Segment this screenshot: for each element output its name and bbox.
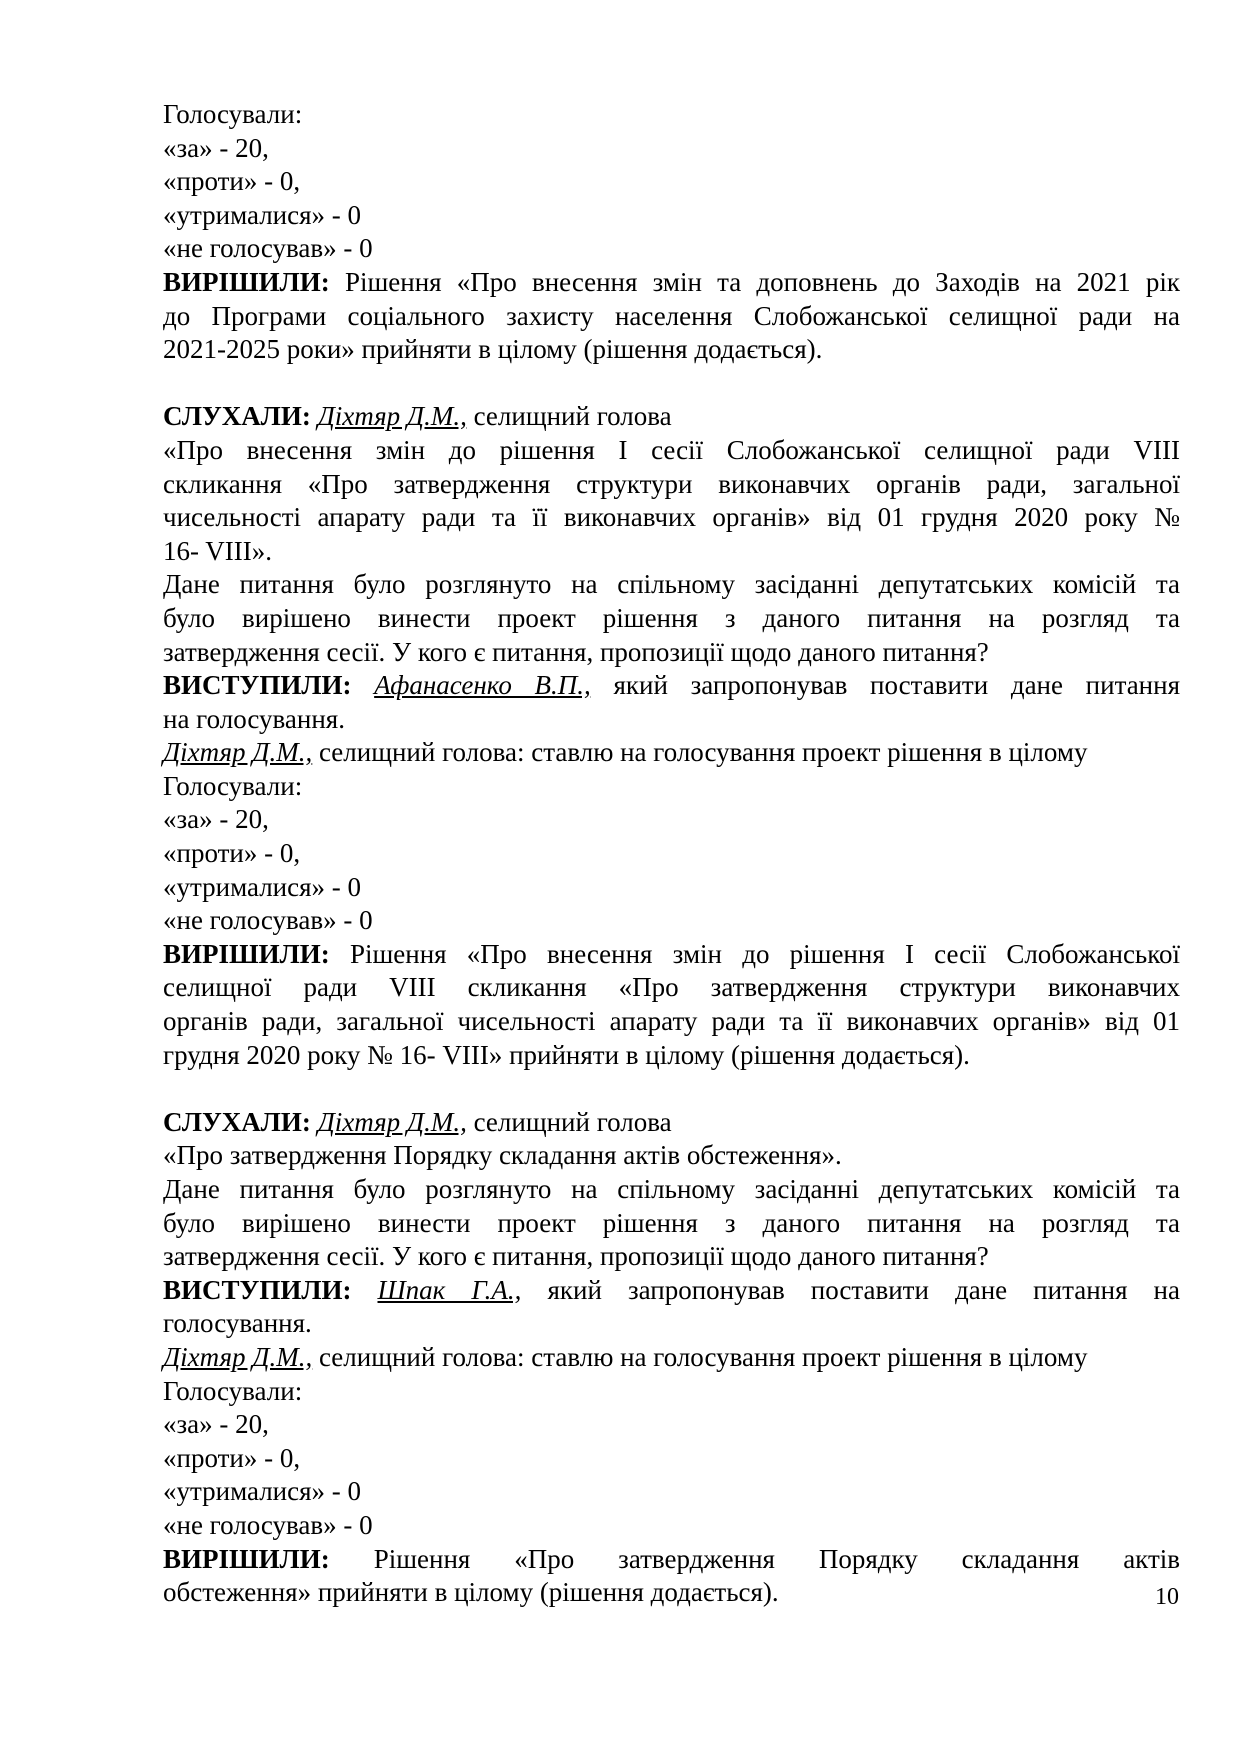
info-line: затвердження сесії. У кого є питання, пропозиції щодо даного питання? — [163, 636, 989, 667]
heard-label: СЛУХАЛИ: — [163, 1106, 311, 1137]
chair-line — [163, 1341, 1180, 1375]
decided-label: ВИРІШИЛИ: — [163, 938, 330, 969]
heard-line — [163, 1106, 1180, 1140]
vote-for: «за» - 20, — [163, 804, 269, 835]
speaker-role: селищний голова — [466, 401, 672, 432]
votes-heading: Голосували: — [163, 99, 303, 129]
vote-not-voted: «не голосував» - 0 — [163, 233, 373, 264]
decision-line — [163, 938, 1180, 972]
spoke-text: який запропонував поставити дане питання на — [521, 1274, 1180, 1305]
chair-name: Діхтяр Д.М., — [163, 737, 313, 768]
decision-line: грудня 2020 року № 16- VIII» прийняти в цілому (рішення додається). — [163, 1039, 970, 1070]
document-page — [163, 98, 1180, 1610]
votes-heading: Голосували: — [163, 770, 303, 801]
chair-name: Діхтяр Д.М., — [163, 1341, 313, 1372]
decision-line — [163, 266, 1180, 300]
spoke-line: голосування. — [163, 1308, 312, 1339]
speaker-role: селищний голова — [466, 1106, 672, 1137]
vote-not-voted: «не голосував» - 0 — [163, 1509, 373, 1540]
decided-label: ВИРІШИЛИ: — [163, 1543, 330, 1574]
chair-text: селищний голова: ставлю на голосування проект рішення в цілому — [312, 737, 1088, 768]
speaker-name: Афанасенко В.П., — [374, 670, 591, 701]
decision-line: обстеження» прийняти в цілому (рішення додається). — [163, 1577, 779, 1608]
topic-line: 16- VIII». — [163, 535, 272, 566]
paragraph-gap — [163, 1072, 1180, 1106]
decision-line: органів ради, загальної чисельності апарату ради та її виконавчих органів» від 01 — [163, 1006, 1180, 1037]
info-line: було вирішено винести проект рішення з даного питання на розгляд та — [163, 1207, 1180, 1238]
decision-text: Рішення «Про затвердження Порядку складання актів — [329, 1543, 1180, 1574]
spoke-line: на голосування. — [163, 703, 345, 734]
topic-line: «Про затвердження Порядку складання актів обстеження». — [163, 1140, 842, 1171]
vote-against: «проти» - 0, — [163, 838, 301, 869]
spoke-label: ВИСТУПИЛИ: — [163, 670, 352, 701]
info-line: Дане питання було розглянуто на спільному засіданні депутатських комісій та — [163, 1174, 1180, 1204]
decision-text: Рішення «Про внесення змін до рішення І сесії Слобожанської — [329, 938, 1180, 969]
paragraph-gap — [163, 367, 1180, 401]
speaker-name: Діхтяр Д.М., — [317, 1106, 467, 1137]
spoke-line — [163, 1274, 1180, 1308]
info-line: затвердження сесії. У кого є питання, пропозиції щодо даного питання? — [163, 1241, 989, 1272]
topic-line: чисельності апарату ради та її виконавчих органів» від 01 грудня 2020 року № — [163, 502, 1180, 533]
vote-against: «проти» - 0, — [163, 1442, 301, 1473]
vote-for: «за» - 20, — [163, 1409, 269, 1440]
topic-line: «Про внесення змін до рішення І сесії Слобожанської селищної ради VIII — [163, 434, 1180, 465]
vote-abstain: «утрималися» - 0 — [163, 199, 362, 230]
speaker-name: Діхтяр Д.М., — [317, 401, 467, 432]
vote-for: «за» - 20, — [163, 132, 269, 163]
decision-line: селищної ради VIII скликання «Про затвердження структури виконавчих — [163, 972, 1180, 1003]
heard-label: СЛУХАЛИ: — [163, 401, 311, 432]
decision-line — [163, 1543, 1180, 1577]
decided-label: ВИРІШИЛИ: — [163, 266, 330, 297]
speaker-name: Шпак Г.А., — [377, 1274, 522, 1305]
topic-line: скликання «Про затвердження структури виконавчих органів ради, загальної — [163, 468, 1180, 499]
info-line: було вирішено винести проект рішення з даного питання на розгляд та — [163, 602, 1180, 633]
vote-against: «проти» - 0, — [163, 166, 301, 197]
votes-heading: Голосували: — [163, 1375, 303, 1406]
vote-abstain: «утрималися» - 0 — [163, 871, 362, 902]
spoke-label: ВИСТУПИЛИ: — [163, 1274, 352, 1305]
chair-text: селищний голова: ставлю на голосування проект рішення в цілому — [312, 1341, 1088, 1372]
decision-text: Рішення «Про внесення змін та доповнень до Заходів на 2021 рік — [329, 266, 1180, 297]
heard-line — [163, 400, 1180, 434]
info-line: Дане питання було розглянуто на спільному засіданні депутатських комісій та — [163, 569, 1180, 600]
chair-line — [163, 736, 1180, 770]
decision-line: 2021-2025 роки» прийняти в цілому (рішення додається). — [163, 334, 823, 365]
vote-abstain: «утрималися» - 0 — [163, 1476, 362, 1507]
page-number: 10 — [1155, 1584, 1179, 1610]
spoke-line — [163, 669, 1180, 703]
decision-line: до Програми соціального захисту населення Слобожанської селищної ради на — [163, 300, 1180, 331]
vote-not-voted: «не голосував» - 0 — [163, 905, 373, 936]
spoke-text: який запропонував поставити дане питання — [590, 670, 1180, 701]
